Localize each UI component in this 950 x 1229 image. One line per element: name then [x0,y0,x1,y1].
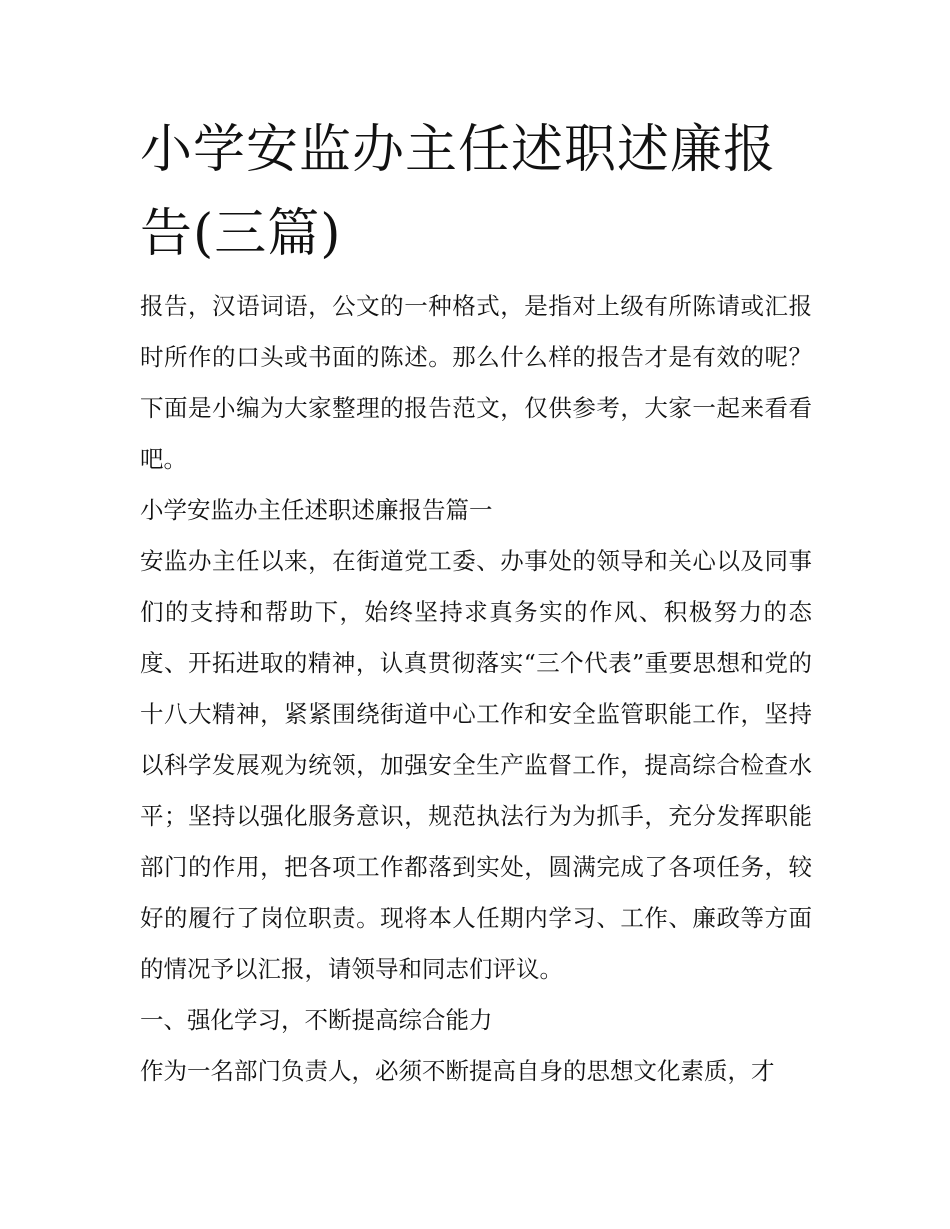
document-body [140,281,812,1097]
body-paragraph-continued: 作为一名部门负责人，必须不断提高自身的思想文化素质，才 [140,1057,775,1085]
body-paragraph: 安监办主任以来，在街道党工委、办事处的领导和关心以及同事们的支持和帮助下，始终坚持求真务实的作风、积极努力的态度、开拓进取的精神，认真贯彻落实“三个代表”重要思想和党的十八大精神，紧紧围绕街道中心工作和安全监管职能工作，坚持以科学发展观为统领，加强安全生产监督工作，提高综合检查水平；坚持以强化服务意识，规范执法行为为抓手，充分发挥职能部门的作用，把各项工作都落到实处，圆满完成了各项任务，较好的履行了岗位职责。现将本人任期内学习、工作、廉政等方面的情况予以汇报，请领导和同志们评议。 [140,547,812,983]
intro-paragraph: 报告，汉语词语，公文的一种格式，是指对上级有所陈请或汇报时所作的口头或书面的陈述。那么什么样的报告才是有效的呢？下面是小编为大家整理的报告范文，仅供参考，大家一起来看看吧。 [140,292,812,473]
document-title: 小学安监办主任述职述廉报告(三篇) [140,120,777,264]
subheading: 一、强化学习，不断提高综合能力 [140,1006,493,1034]
section-heading: 小学安监办主任述职述廉报告篇一 [140,496,493,524]
